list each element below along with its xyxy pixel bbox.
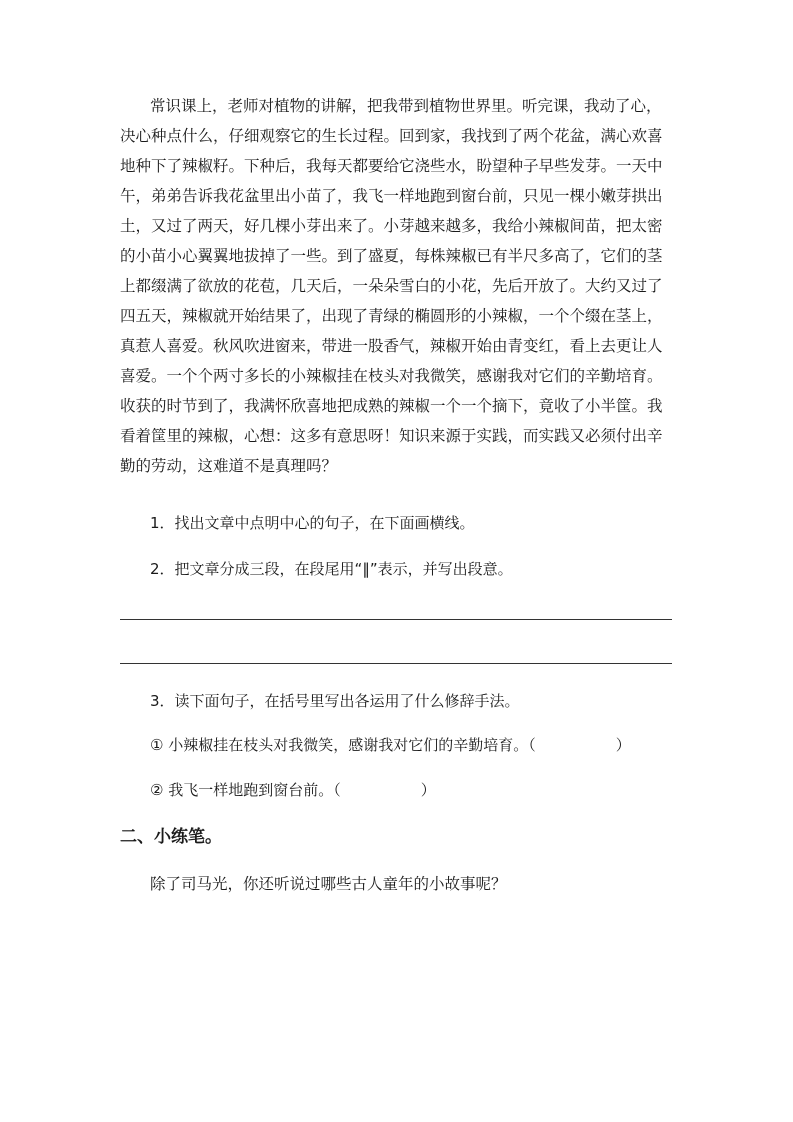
passage-line-9: 真惹人喜爱。秋风吹进窗来，带进一股香气，辣椒开始由青变红，看上去更让人	[120, 337, 663, 355]
item-2-number: ②	[150, 781, 164, 799]
passage-line-12: 看着筐里的辣椒，心想：这多有意思呀！知识来源于实践，而实践又必须付出辛	[120, 427, 663, 445]
passage-line-10: 喜爱。一个个两寸多长的小辣椒挂在枝头对我微笑，感谢我对它们的辛勤培育。	[120, 367, 663, 385]
passage-line-7: 上都缀满了欲放的花苞，几天后，一朵朵雪白的小花，先后开放了。大约又过了	[120, 277, 663, 295]
passage-line-8: 四五天，辣椒就开始结果了，出现了青绿的椭圆形的小辣椒，一个个缀在茎上，	[120, 307, 663, 325]
section-2-prompt: 除了司马光，你还听说过哪些古人童年的小故事呢？	[150, 875, 507, 893]
passage-line-6: 的小苗小心翼翼地拔掉了一些。到了盛夏，每株辣椒已有半尺多高了，它们的茎	[120, 247, 663, 265]
item-2-close-paren: ）	[420, 781, 436, 799]
passage-line-4: 午，弟弟告诉我花盆里出小苗了，我飞一样地跑到窗台前，只见一棵小嫩芽拱出	[120, 187, 663, 205]
passage-line-5: 土，又过了两天，好几棵小芽出来了。小芽越来越多，我给小辣椒间苗，把太密	[120, 217, 663, 235]
passage-line-13: 勤的劳动，这难道不是真理吗？	[120, 457, 338, 475]
item-1-number: ①	[150, 736, 164, 754]
question-2: 2．把文章分成三段，在段尾用“‖”表示，并写出段意。	[150, 560, 513, 578]
question-3-item-2	[150, 780, 436, 800]
question-1: 1．找出文章中点明中心的句子，在下面画横线。	[150, 514, 475, 532]
question-3: 3．读下面句子，在括号里写出各运用了什么修辞手法。	[150, 692, 520, 710]
section-2-heading: 二、小练笔。	[120, 827, 222, 847]
answer-line-1[interactable]	[120, 619, 672, 620]
item-2-text: 我飞一样地跑到窗台前。（	[168, 781, 341, 799]
item-1-text: 小辣椒挂在枝头对我微笑，感谢我对它们的辛勤培育。（	[168, 736, 536, 754]
passage-line-3: 地种下了辣椒籽。下种后，我每天都要给它浇些水，盼望种子早些发芽。一天中	[120, 157, 663, 175]
item-1-close-paren: ）	[615, 736, 631, 754]
passage-line-11: 收获的时节到了，我满怀欣喜地把成熟的辣椒一个一个摘下，竟收了小半筐。我	[120, 397, 663, 415]
answer-line-2[interactable]	[120, 663, 672, 664]
passage-line-2: 决心种点什么，仔细观察它的生长过程。回到家，我找到了两个花盆，满心欢喜	[120, 127, 663, 145]
question-3-item-1	[150, 735, 631, 755]
passage-line-1: 常识课上，老师对植物的讲解，把我带到植物世界里。听完课，我动了心，	[150, 97, 662, 115]
